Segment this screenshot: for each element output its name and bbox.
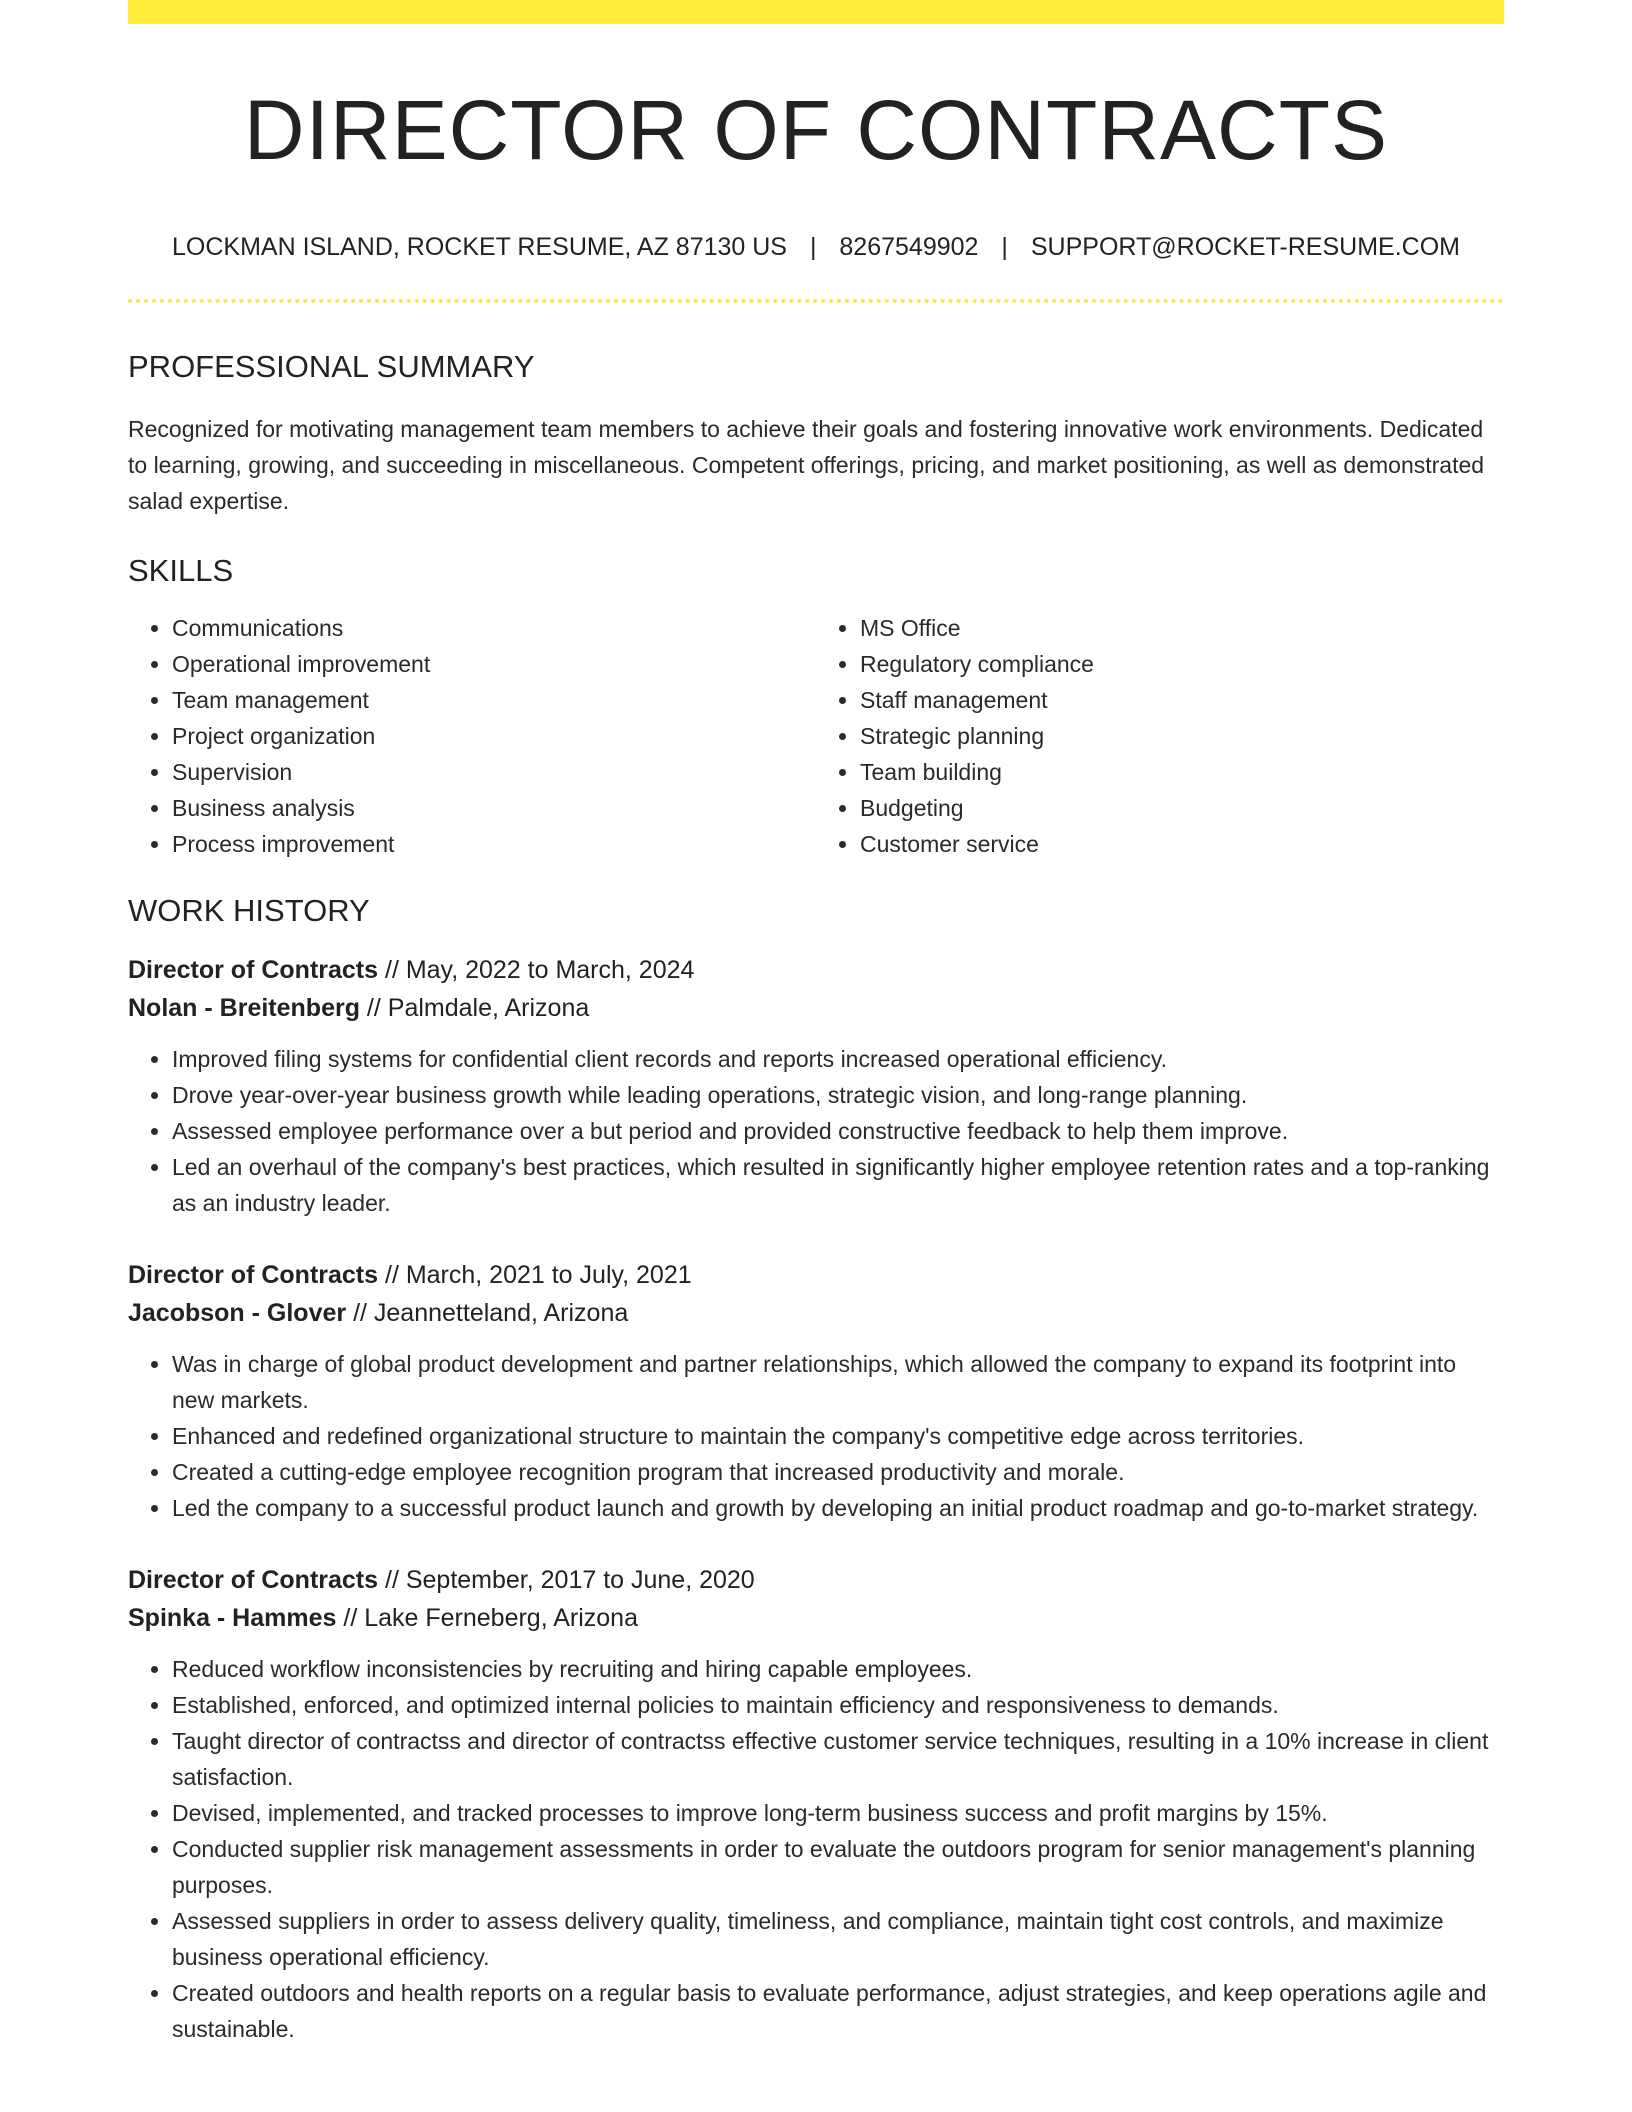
skills-heading: SKILLS: [128, 552, 234, 588]
header-divider: [128, 299, 1504, 303]
skill-item: • Operational improvement: [172, 646, 816, 682]
contact-phone: 8267549902: [839, 233, 979, 262]
contact-separator: |: [1001, 233, 1008, 262]
contact-line: [128, 232, 1504, 262]
job-entry: [128, 951, 1504, 1221]
skill-item: • Budgeting: [860, 790, 1504, 826]
job-bullet: • Created outdoors and health reports on a regular basis to evaluate performance, adjust strategies, and keep operations agile and sustainable.: [172, 1975, 1504, 2047]
skill-item: • Communications: [172, 610, 816, 646]
job-bullets: [128, 1346, 1504, 1526]
skill-item: • Business analysis: [172, 790, 816, 826]
job-company: Jacobson - Glover: [128, 1298, 347, 1327]
job-company-line: [128, 989, 1504, 1027]
job-bullet: • Led an overhaul of the company's best practices, which resulted in significantly higher employee retention rates and a top-ranking as an industry leader.: [172, 1149, 1504, 1221]
skill-item: • Customer service: [860, 826, 1504, 862]
job-bullet: • Created a cutting-edge employee recognition program that increased productivity and morale.: [172, 1454, 1504, 1490]
job-location: // Palmdale, Arizona: [359, 993, 590, 1022]
job-bullet: • Assessed employee performance over a but period and provided constructive feedback to help them improve.: [172, 1113, 1504, 1149]
job-location: // Jeannetteland, Arizona: [346, 1298, 629, 1327]
job-bullet: • Devised, implemented, and tracked processes to improve long-term business success and profit margins by 15%.: [172, 1795, 1504, 1831]
job-bullet: • Enhanced and redefined organizational structure to maintain the company's competitive edge across territories.: [172, 1418, 1504, 1454]
skill-item: • Team management: [172, 682, 816, 718]
skill-item: • Strategic planning: [860, 718, 1504, 754]
skills-column-right: [816, 610, 1504, 862]
page-title: DIRECTOR OF CONTRACTS: [243, 83, 1389, 177]
skill-item: • Supervision: [172, 754, 816, 790]
summary-text: Recognized for motivating management team members to achieve their goals and fostering innovative work environments. Dedicated to learning, growing, and succeeding in miscellaneous. Competent offerings, pricing, and market positioning, as well as demonstrated salad expertise.: [128, 415, 1485, 514]
job-bullet: • Established, enforced, and optimized internal policies to maintain efficiency and responsiveness to demands.: [172, 1687, 1504, 1723]
job-company-line: [128, 1294, 1504, 1332]
work-history-heading: WORK HISTORY: [128, 892, 370, 928]
job-bullet: • Improved filing systems for confidential client records and reports increased operational efficiency.: [172, 1041, 1504, 1077]
job-bullet: • Taught director of contractss and director of contractss effective customer service techniques, resulting in a 10% increase in client satisfaction.: [172, 1723, 1504, 1795]
skill-item: • Team building: [860, 754, 1504, 790]
job-company: Spinka - Hammes: [128, 1603, 337, 1632]
skill-item: • Project organization: [172, 718, 816, 754]
skill-item: • Staff management: [860, 682, 1504, 718]
job-dates: // September, 2017 to June, 2020: [378, 1565, 755, 1594]
summary-heading: PROFESSIONAL SUMMARY: [128, 349, 535, 385]
job-location: // Lake Ferneberg, Arizona: [336, 1603, 638, 1632]
job-title-line: [128, 1256, 1504, 1294]
job-bullet: • Led the company to a successful product launch and growth by developing an initial product roadmap and go-to-market strategy.: [172, 1490, 1504, 1526]
job-title: Director of Contracts: [128, 1565, 379, 1594]
job-bullet: • Assessed suppliers in order to assess delivery quality, timeliness, and compliance, maintain tight cost controls, and maximize business operational efficiency.: [172, 1903, 1504, 1975]
contact-separator: |: [809, 233, 817, 262]
job-title-line: [128, 951, 1504, 989]
job-bullets: [128, 1041, 1504, 1221]
job-bullet: • Conducted supplier risk management assessments in order to evaluate the outdoors program for senior management's planning purposes.: [172, 1831, 1504, 1903]
contact-email: SUPPORT@ROCKET-RESUME.COM: [1030, 233, 1460, 262]
job-entry: [128, 1561, 1504, 2047]
job-company: Nolan - Breitenberg: [128, 993, 360, 1022]
job-title-line: [128, 1561, 1504, 1599]
skill-item: • Process improvement: [172, 826, 816, 862]
job-bullets: [128, 1651, 1504, 2047]
job-company-line: [128, 1599, 1504, 1637]
job-entry: [128, 1256, 1504, 1526]
contact-address: LOCKMAN ISLAND, ROCKET RESUME, AZ 87130 US: [171, 233, 787, 262]
job-title: Director of Contracts: [128, 955, 379, 984]
resume-page: [128, 0, 1504, 2047]
skill-item: • MS Office: [860, 610, 1504, 646]
job-dates: // May, 2022 to March, 2024: [378, 955, 695, 984]
job-bullet: • Was in charge of global product development and partner relationships, which allowed the company to expand its footprint into new markets.: [172, 1346, 1504, 1418]
skill-item: • Regulatory compliance: [860, 646, 1504, 682]
job-title: Director of Contracts: [128, 1260, 379, 1289]
job-bullet: • Reduced workflow inconsistencies by recruiting and hiring capable employees.: [172, 1651, 1504, 1687]
skills-column-left: [128, 610, 816, 862]
skills-grid: [128, 610, 1504, 862]
top-accent-bar: [128, 0, 1504, 24]
job-dates: // March, 2021 to July, 2021: [378, 1260, 692, 1289]
job-bullet: • Drove year-over-year business growth while leading operations, strategic vision, and long-range planning.: [172, 1077, 1504, 1113]
